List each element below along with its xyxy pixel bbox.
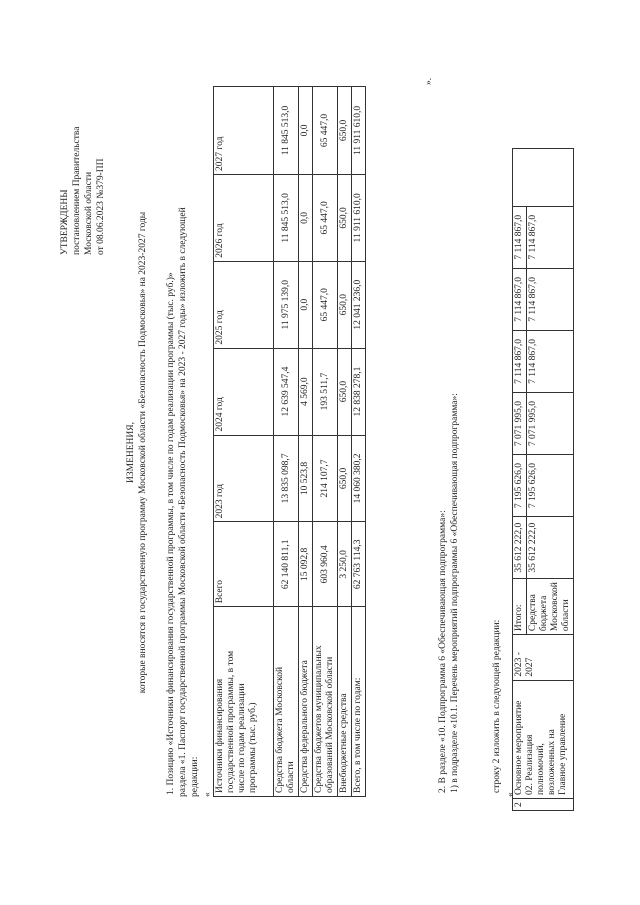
value-cell: 650,0 [338, 435, 352, 522]
value-cell: 11 845 513,0 [274, 87, 299, 175]
header-cell: 2027 год [214, 87, 274, 175]
para-text: 2. В разделе «10. Подпрограмма 6 «Обеспечивающая подпрограмма»: [438, 510, 448, 793]
value-cell: 65 447,0 [313, 261, 338, 348]
value-cell: 7 114 867,0 [513, 206, 527, 268]
row-label: Внебюджетные средства [338, 607, 352, 797]
header-cell: 2023 год [214, 435, 274, 522]
row-label: Средства федерального бюджета [299, 607, 313, 797]
value-cell: 35 612 222,0 [513, 517, 527, 579]
value-cell: 7 071 995,0 [527, 392, 574, 454]
value-cell: 7 114 867,0 [527, 206, 574, 268]
para-text: 1. Позицию «Источники финансирования государственной программы, в том числе по годам реализации программы (тыс. руб.)» [166, 272, 176, 795]
row-label: Средства бюджета Московской области [527, 579, 574, 635]
value-cell: 11 975 139,0 [274, 261, 299, 348]
header-cell: Источники финансирования государственной программы, в том числе по годам реализации программы (тыс. руб.) [214, 607, 274, 797]
row-label: Средства бюджетов муниципальных образований Московской области [313, 607, 338, 797]
row-label: Средства бюджета Московской области [274, 607, 299, 797]
value-cell: 7 114 867,0 [527, 330, 574, 392]
value-cell: 62 763 114,3 [352, 522, 366, 607]
doc-title: ИЗМЕНЕНИЯ, [126, 422, 136, 483]
value-cell: 15 092,8 [299, 522, 313, 607]
value-cell: 650,0 [338, 87, 352, 175]
value-cell: 12 838 278,1 [352, 348, 366, 435]
value-cell: 650,0 [338, 261, 352, 348]
approval-title: УТВЕРЖДЕНЫ [60, 189, 70, 255]
open-quote: « [506, 792, 516, 797]
header-cell: 2025 год [214, 261, 274, 348]
table-row [299, 87, 313, 797]
approval-date: от 08.06.2023 №379-ПП [96, 158, 106, 255]
event-name: Основное мероприятие 02. Реализация полномочий, возложенных на Главное управление [513, 680, 574, 798]
row-label: Всего, в том числе по годам: [352, 607, 366, 797]
table-row [313, 87, 338, 797]
value-cell: 11 911 610,0 [352, 87, 366, 175]
table-row [338, 87, 352, 797]
close-quote: ». [424, 77, 434, 85]
para-text: раздела «1. Паспорт государственной программы Московской области «Безопасность Подмосковья» на 2023 - 2027 годы» изложить в следующей [178, 207, 188, 797]
row-label: Итого: [513, 579, 527, 635]
value-cell: 11 845 513,0 [274, 174, 299, 261]
row-number: 2 [513, 799, 574, 811]
header-cell: 2026 год [214, 174, 274, 261]
value-cell: 650,0 [338, 348, 352, 435]
value-cell: 65 447,0 [313, 174, 338, 261]
para-text: строку 2 изложить в следующей редакции: [492, 619, 502, 793]
table-row [513, 149, 527, 811]
value-cell: 0,0 [299, 87, 313, 175]
value-cell: 11 911 610,0 [352, 174, 366, 261]
value-cell: 603 960,4 [313, 522, 338, 607]
value-cell: 7 114 867,0 [513, 330, 527, 392]
table-row [352, 87, 366, 797]
value-cell: 0,0 [299, 174, 313, 261]
value-cell: 10 523,8 [299, 435, 313, 522]
doc-subtitle: которые вносятся в государственную программу Московской области «Безопасность Подмосковья» на 2023-2027 годы [138, 211, 148, 694]
value-cell: 214 107,7 [313, 435, 338, 522]
value-cell: 12 639 547,4 [274, 348, 299, 435]
value-cell: 650,0 [338, 174, 352, 261]
events-table [512, 148, 574, 811]
value-cell: 0,0 [299, 261, 313, 348]
approval-line: Московской области [84, 171, 94, 255]
header-cell: 2024 год [214, 348, 274, 435]
value-cell: 12 041 236,0 [352, 261, 366, 348]
value-cell: 7 195 626,0 [527, 455, 574, 517]
para-text: редакции: [190, 756, 200, 797]
value-cell: 7 114 867,0 [527, 268, 574, 330]
value-cell: 7 195 626,0 [513, 455, 527, 517]
value-cell: 3 250,0 [338, 522, 352, 607]
financing-table [213, 86, 366, 797]
approval-line: постановлением Правительства [72, 126, 82, 255]
value-cell: 14 060 380,2 [352, 435, 366, 522]
table-row [274, 87, 299, 797]
period-cell: 2023 - 2027 [513, 635, 574, 680]
value-cell: 13 835 098,7 [274, 435, 299, 522]
open-quote: « [203, 792, 213, 797]
para-text: 1) в подразделе «10.1. Перечень мероприятий подпрограммы 6 «Обеспечивающая подпрограмма»: [450, 393, 460, 793]
empty-cell [513, 149, 574, 207]
header-cell: Всего [214, 522, 274, 607]
value-cell: 65 447,0 [313, 87, 338, 175]
table-header-row [214, 87, 274, 797]
value-cell: 4 569,0 [299, 348, 313, 435]
value-cell: 7 071 995,0 [513, 392, 527, 454]
value-cell: 35 612 222,0 [527, 517, 574, 579]
value-cell: 62 140 811,1 [274, 522, 299, 607]
value-cell: 7 114 867,0 [513, 268, 527, 330]
value-cell: 193 511,7 [313, 348, 338, 435]
